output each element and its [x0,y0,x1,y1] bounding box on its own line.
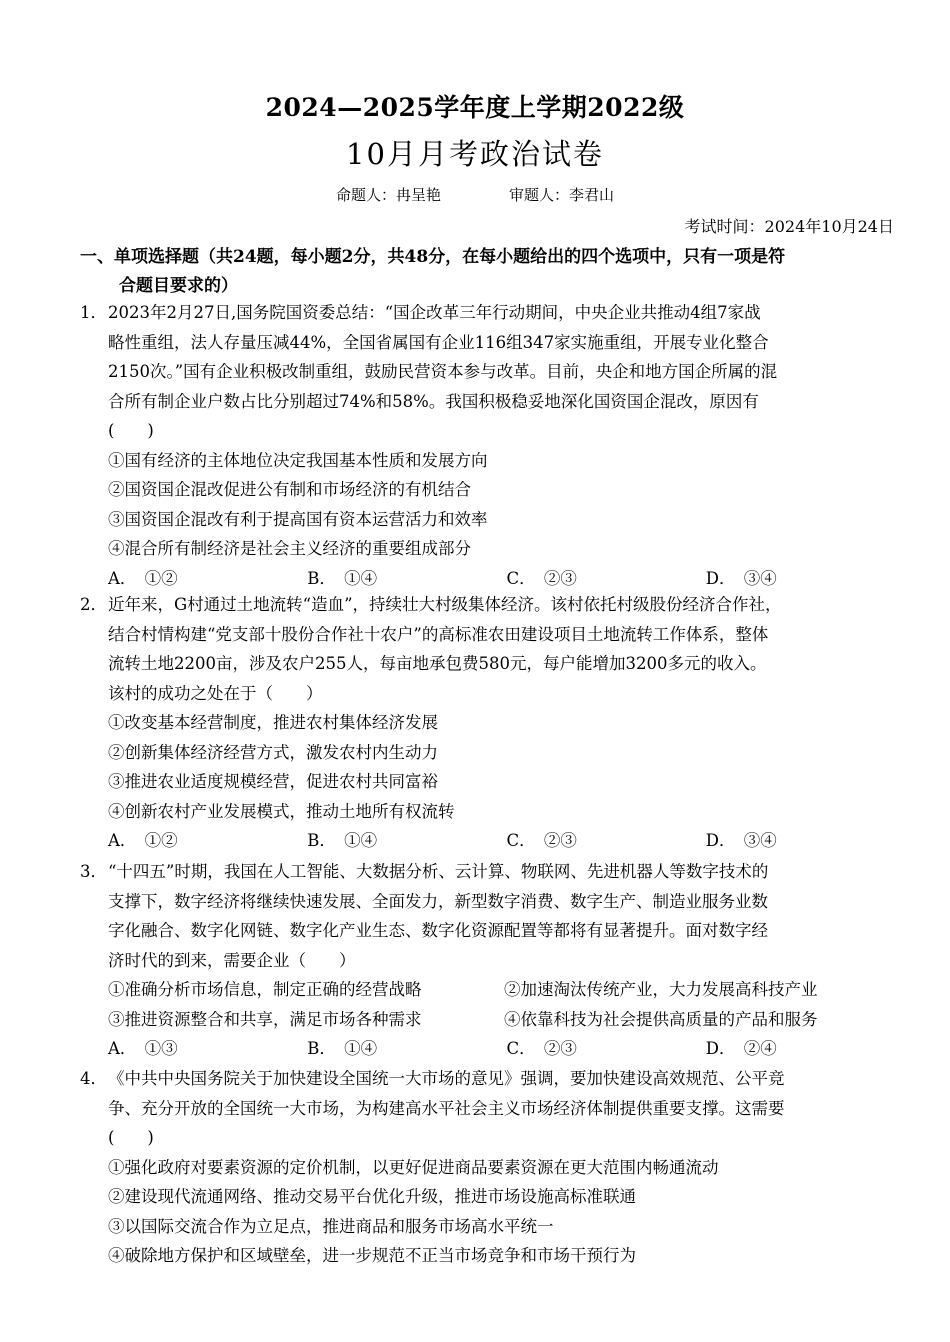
question-text: 支撑下，数字经济将继续快速发展、全面发力，新型数字消费、数字生产、制造业服务业数 [108,891,768,911]
statement-item: ③推进农业适度规模经营，促进农村共同富裕 [108,772,438,791]
section-heading-line: 合题目要求的） [119,276,238,296]
question-number: 1． [80,303,107,322]
option-a: A． ①② [108,568,178,588]
option-c: C． ②③ [506,568,577,588]
question-text: 合所有制企业户数占比分别超过74%和58%。我国积极稳妥地深化国资国企混改，原因有 [108,391,759,411]
exam-time: 考试时间：2024年10月24日 [684,217,894,236]
question-2 [80,590,905,856]
statement-item: ③国资国企混改有利于提高国有资本运营活力和效率 [108,509,488,529]
statement-item: ②加速淘汰传统产业，大力发展高科技产业 [504,980,818,999]
exam-title: 2024—2025学年度上学期2022级 [265,93,685,122]
question-number: 2． [80,595,107,614]
question-text: 济时代的到来，需要企业（ ） [108,950,356,970]
question-text: 近年来，G村通过土地流转“造血”，持续壮大村级集体经济。该村依托村级股份经济合作社， [108,595,782,614]
statement-item: ①改变基本经营制度，推进农村集体经济发展 [108,713,438,732]
author-label: 命题人：冉呈艳 [335,186,441,204]
question-text: “十四五”时期，我国在人工智能、大数据分析、云计算、物联网、先进机器人等数字技术的 [108,862,769,881]
statement-item: ①国有经济的主体地位决定我国基本性质和发展方向 [108,450,488,470]
exam-subtitle: 10月月考政治试卷 [346,137,604,171]
question-text: 《中共中央国务院关于加快建设全国统一大市场的意见》强调，要加快建设高效规范、公平竞 [108,1069,785,1088]
option-c: C． ②③ [506,1039,577,1058]
question-text: 2150次。”国有企业积极改制重组，鼓励民营资本参与改革。目前，央企和地方国企所属的混 [108,362,778,381]
question-text: 该村的成功之处在于（ ） [108,683,323,703]
question-number: 3． [80,862,107,881]
statement-item: ④创新农村产业发展模式，推动土地所有权流转 [108,801,455,821]
statement-item: ①准确分析市场信息，制定正确的经营战略 [108,980,422,999]
statement-item: ③推进资源整合和共享，满足市场各种需求 [108,1009,422,1029]
option-d: D． ③④ [705,831,777,850]
question-3 [80,857,905,1064]
section-heading-line: 一、单项选择题（共24题，每小题2分，共48分，在每小题给出的四个选项中，只有一项是符 [80,247,786,267]
statement-item: ②创新集体经济经营方式，激发农村内生动力 [108,742,438,762]
statement-item: ③以国际交流合作为立足点，推进商品和服务市场高水平统一 [108,1216,554,1236]
statement-item: ②国资国企混改促进公有制和市场经济的有机结合 [108,480,471,499]
statement-item: ①强化政府对要素资源的定价机制，以更好促进商品要素资源在更大范围内畅通流动 [108,1157,719,1177]
option-d: D． ③④ [705,568,777,588]
question-text: 流转土地2200亩，涉及农户255人，每亩地承包费580元，每户能增加3200多元的收入。 [108,654,767,673]
option-b: B． ①④ [307,831,378,850]
answer-options [80,1034,905,1064]
authors-line [0,184,950,205]
option-a: A． ①② [108,831,178,850]
option-c: C． ②③ [506,831,577,850]
question-text: 略性重组，法人存量压减44%，全国省属国有企业116组347家实施重组，开展专业化整合 [108,332,769,352]
option-b: B． ①④ [307,568,378,588]
question-text: 字化融合、数字化网链、数字化产业生态、数字化资源配置等都将有显著提升。面对数字经 [108,921,768,940]
statement-item: ④依靠科技为社会提供高质量的产品和服务 [504,1009,818,1029]
question-text: ( ) [108,1128,154,1147]
statement-item: ④破除地方保护和区域壁垒，进一步规范不正当市场竞争和市场干预行为 [108,1246,636,1265]
section-heading [80,243,905,301]
question-number: 4． [80,1069,107,1088]
option-b: B． ①④ [307,1039,378,1058]
statement-item: ④混合所有制经济是社会主义经济的重要组成部分 [108,539,471,558]
question-text: 2023年2月27日,国务院国资委总结：“国企改革三年行动期间，中央企业共推动4组7家战 [108,303,761,322]
answer-options [80,826,905,856]
statement-item: ②建设现代流通网络、推动交易平台优化升级，推进市场设施高标准联通 [108,1187,636,1206]
question-1 [80,298,905,593]
statement-row [80,1005,905,1035]
answer-options [80,564,905,594]
question-text: 争、充分开放的全国统一大市场，为构建高水平社会主义市场经济体制提供重要支撑。这需要 [108,1098,785,1118]
statement-row [80,975,905,1005]
option-a: A． ①③ [108,1039,178,1058]
option-d: D． ②④ [705,1039,777,1058]
question-text: 结合村情构建“党支部十股份合作社十农户”的高标准农田建设项目土地流转工作体系，整体 [108,624,769,644]
reviewer-label: 审题人：李君山 [509,186,615,204]
question-text: ( ) [108,421,154,440]
question-4 [80,1064,905,1271]
